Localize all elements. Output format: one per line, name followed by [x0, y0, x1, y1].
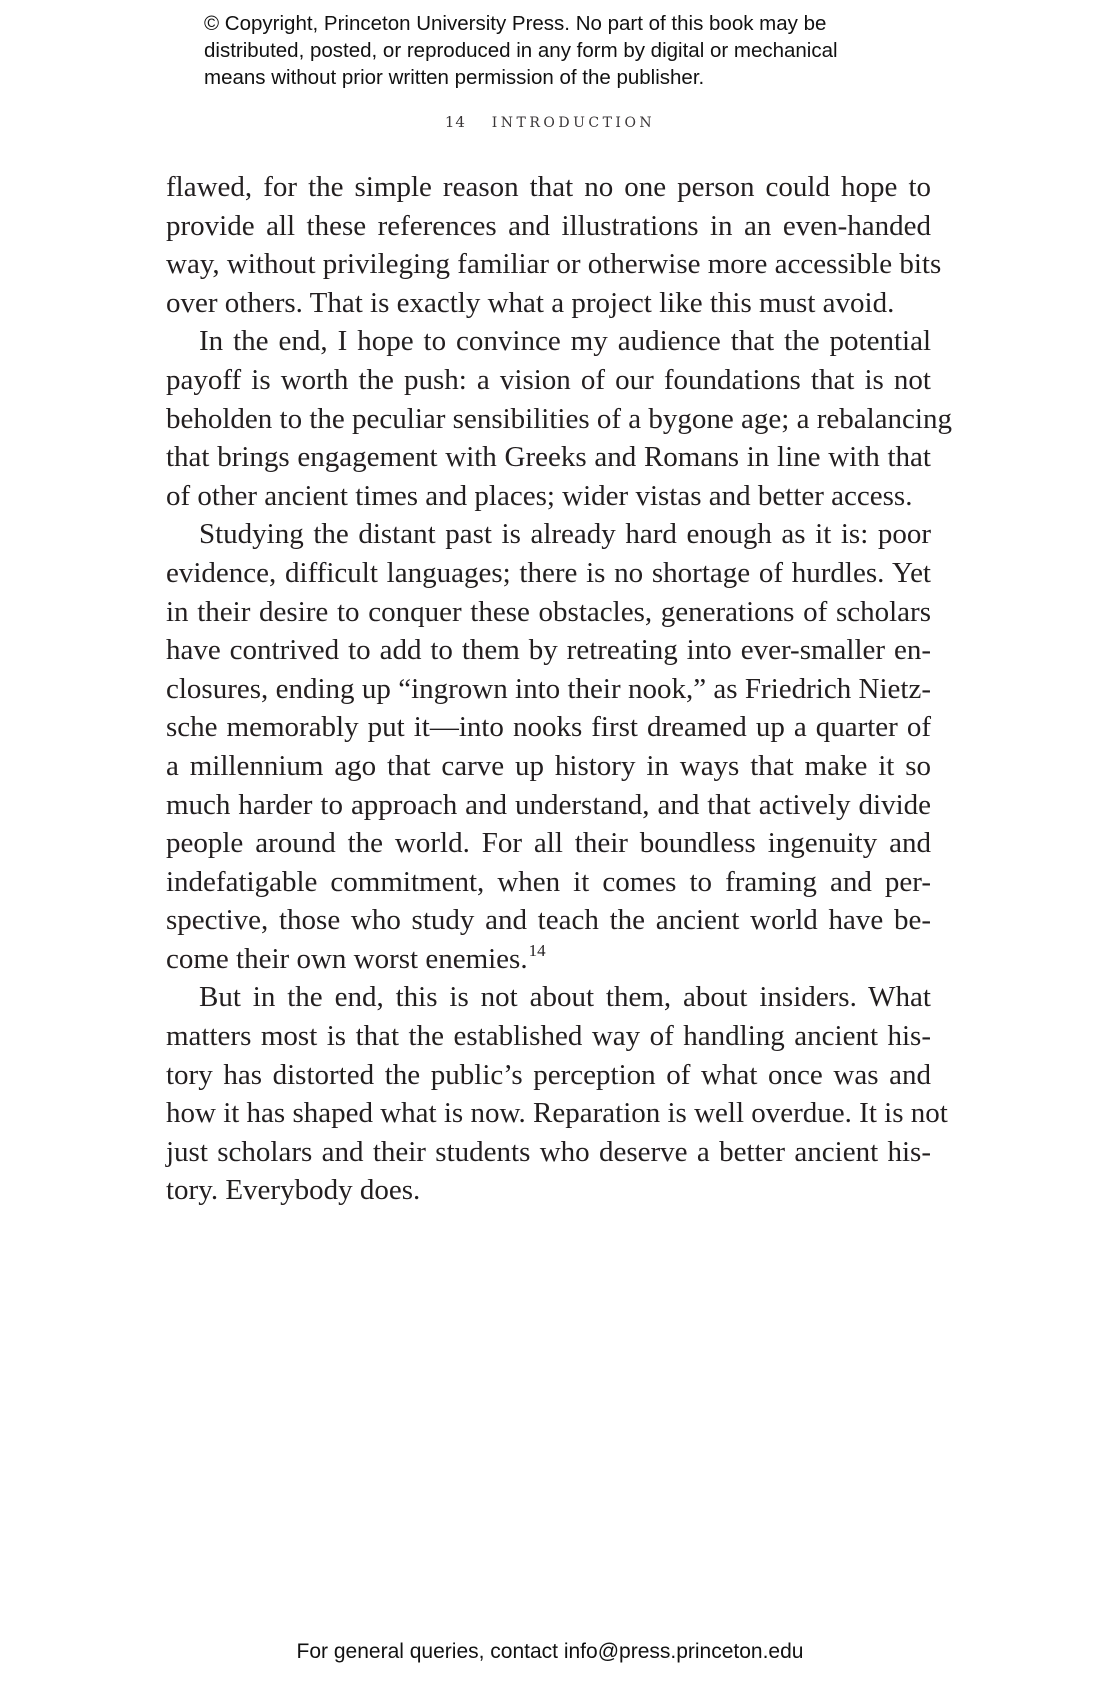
text-line: But in the end, this is not about them, about insiders. What — [199, 981, 931, 1014]
copyright-notice — [204, 10, 924, 91]
text-line: tory has distorted the public’s perception of what once was and — [166, 1058, 931, 1091]
text-line: evidence, difficult languages; there is no shortage of hurdles. Yet — [166, 556, 931, 589]
text-line: a millennium ago that carve up history in ways that make it so — [166, 749, 931, 782]
copyright-line: distributed, posted, or reproduced in any form by digital or mechanical — [204, 39, 838, 62]
text-line: tory. Everybody does. — [166, 1174, 421, 1207]
text-line: flawed, for the simple reason that no one person could hope to — [166, 171, 931, 203]
text-line: people around the world. For all their boundless ingenuity and — [166, 827, 931, 860]
text-line: over others. That is exactly what a project like this must avoid. — [166, 286, 895, 319]
text-line: payoff is worth the push: a vision of our foundations that is not — [166, 363, 931, 396]
footer-contact: For general queries, contact info@press.princeton.edu — [296, 1640, 804, 1663]
text-line: sche memorably put it—into nooks first dreamed up a quarter of — [166, 711, 931, 744]
text-line: that brings engagement with Greeks and Romans in line with that — [166, 441, 931, 474]
text-line: of other ancient times and places; wider vistas and better access. — [166, 479, 913, 512]
body-text — [166, 168, 952, 1210]
text-line: much harder to approach and understand, and that actively divide — [166, 788, 931, 821]
paragraph — [166, 322, 952, 515]
paragraph — [166, 978, 948, 1210]
text-line: beholden to the peculiar sensibilities of a bygone age; a rebalancing — [166, 402, 952, 435]
text-line: in their desire to conquer these obstacles, generations of scholars — [166, 595, 931, 628]
paragraph — [166, 168, 942, 322]
text-line: just scholars and their students who deserve a better ancient his- — [166, 1135, 931, 1168]
text-line: spective, those who study and teach the ancient world have be- — [166, 904, 931, 937]
text-line: how it has shaped what is now. Reparation is well overdue. It is not — [166, 1097, 948, 1130]
paragraph — [166, 515, 931, 978]
footnote-reference[interactable]: 14 — [528, 940, 546, 960]
page-number: 14 — [444, 113, 466, 131]
chapter-title: INTRODUCTION — [491, 115, 656, 131]
text-line: indefatigable commitment, when it comes to framing and per- — [166, 865, 931, 898]
copyright-line: means without prior written permission of the publisher. — [204, 66, 705, 89]
running-head — [0, 113, 1100, 131]
text-line: have contrived to add to them by retreating into ever-smaller en- — [166, 634, 931, 667]
text-line: provide all these references and illustrations in an even-handed — [166, 209, 931, 242]
text-line-with-note — [166, 940, 931, 979]
text-line: closures, ending up “ingrown into their nook,” as Friedrich Nietz- — [166, 672, 931, 705]
copyright-line: © Copyright, Princeton University Press. No part of this book may be — [204, 12, 827, 35]
text-line: way, without privileging familiar or otherwise more accessible bits — [166, 248, 942, 281]
text-line: matters most is that the established way of handling ancient his- — [166, 1020, 931, 1053]
text-line: come their own worst enemies. — [166, 942, 528, 975]
text-line: In the end, I hope to convince my audience that the potential — [199, 325, 931, 358]
text-line: Studying the distant past is already hard enough as it is: poor — [199, 518, 931, 551]
